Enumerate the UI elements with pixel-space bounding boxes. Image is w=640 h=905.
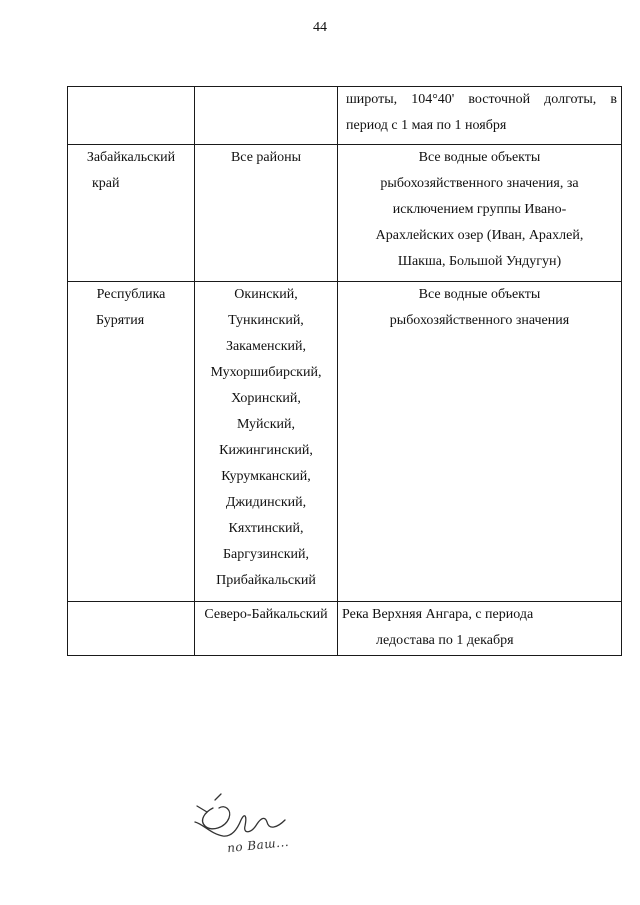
district-line: Джидинский,	[225, 495, 307, 510]
signature-text: по Ваш...	[226, 834, 290, 856]
objects-line: период с 1 мая по 1 ноября	[346, 118, 507, 133]
district-line: Баргузинский,	[222, 547, 309, 562]
objects-line: рыбохозяйственного значения, за	[380, 176, 579, 191]
region-line: Забайкальский	[86, 150, 176, 165]
districts-cell	[195, 602, 338, 656]
table-row	[68, 145, 622, 282]
objects-line: ледостава по 1 декабря	[376, 633, 514, 648]
districts-cell	[195, 87, 338, 145]
objects-cell	[338, 87, 622, 145]
table-row	[68, 602, 622, 656]
objects-line: Шакша, Большой Ундугун)	[397, 254, 562, 269]
district-line: Закаменский,	[225, 339, 307, 354]
objects-cell	[338, 602, 622, 656]
region-cell	[68, 87, 195, 145]
district-line: Хоринский,	[231, 391, 301, 406]
district-line: Муйский,	[236, 417, 296, 432]
region-line: Бурятия	[96, 313, 145, 328]
region-line: Республика	[96, 287, 166, 302]
objects-cell	[338, 145, 622, 282]
objects-line: рыбохозяйственного значения	[389, 313, 570, 328]
district-line: Тункинский,	[228, 313, 304, 328]
districts-cell	[195, 282, 338, 602]
district-line: Северо-Байкальский	[204, 607, 328, 622]
region-cell	[68, 145, 195, 282]
region-line: край	[92, 176, 120, 191]
district-line: Окинский,	[234, 287, 298, 302]
objects-line: исключением группы Ивано-	[392, 202, 567, 217]
page-number: 44	[313, 20, 327, 35]
objects-cell	[338, 282, 622, 602]
objects-line: Все водные объекты	[418, 287, 541, 302]
district-line: Курумканский,	[221, 469, 311, 484]
objects-line: Арахлейских озер (Иван, Арахлей,	[375, 228, 584, 243]
district-line: Прибайкальский	[216, 573, 316, 588]
objects-line: широты, 104°40' восточной долготы, в	[346, 92, 617, 107]
objects-line: Река Верхняя Ангара, с периода	[342, 607, 534, 622]
district-line: Кижингинский,	[219, 443, 313, 458]
district-line: Мухоршибирский,	[210, 365, 322, 380]
table-row	[68, 282, 622, 602]
table-row	[68, 87, 622, 145]
objects-line: Все водные объекты	[418, 150, 541, 165]
region-cell	[68, 602, 195, 656]
district-line: Все районы	[230, 150, 302, 165]
fishing-regions-table	[67, 86, 622, 656]
region-cell	[68, 282, 195, 602]
district-line: Кяхтинский,	[228, 521, 304, 536]
districts-cell	[195, 145, 338, 282]
signature-icon	[185, 790, 315, 870]
